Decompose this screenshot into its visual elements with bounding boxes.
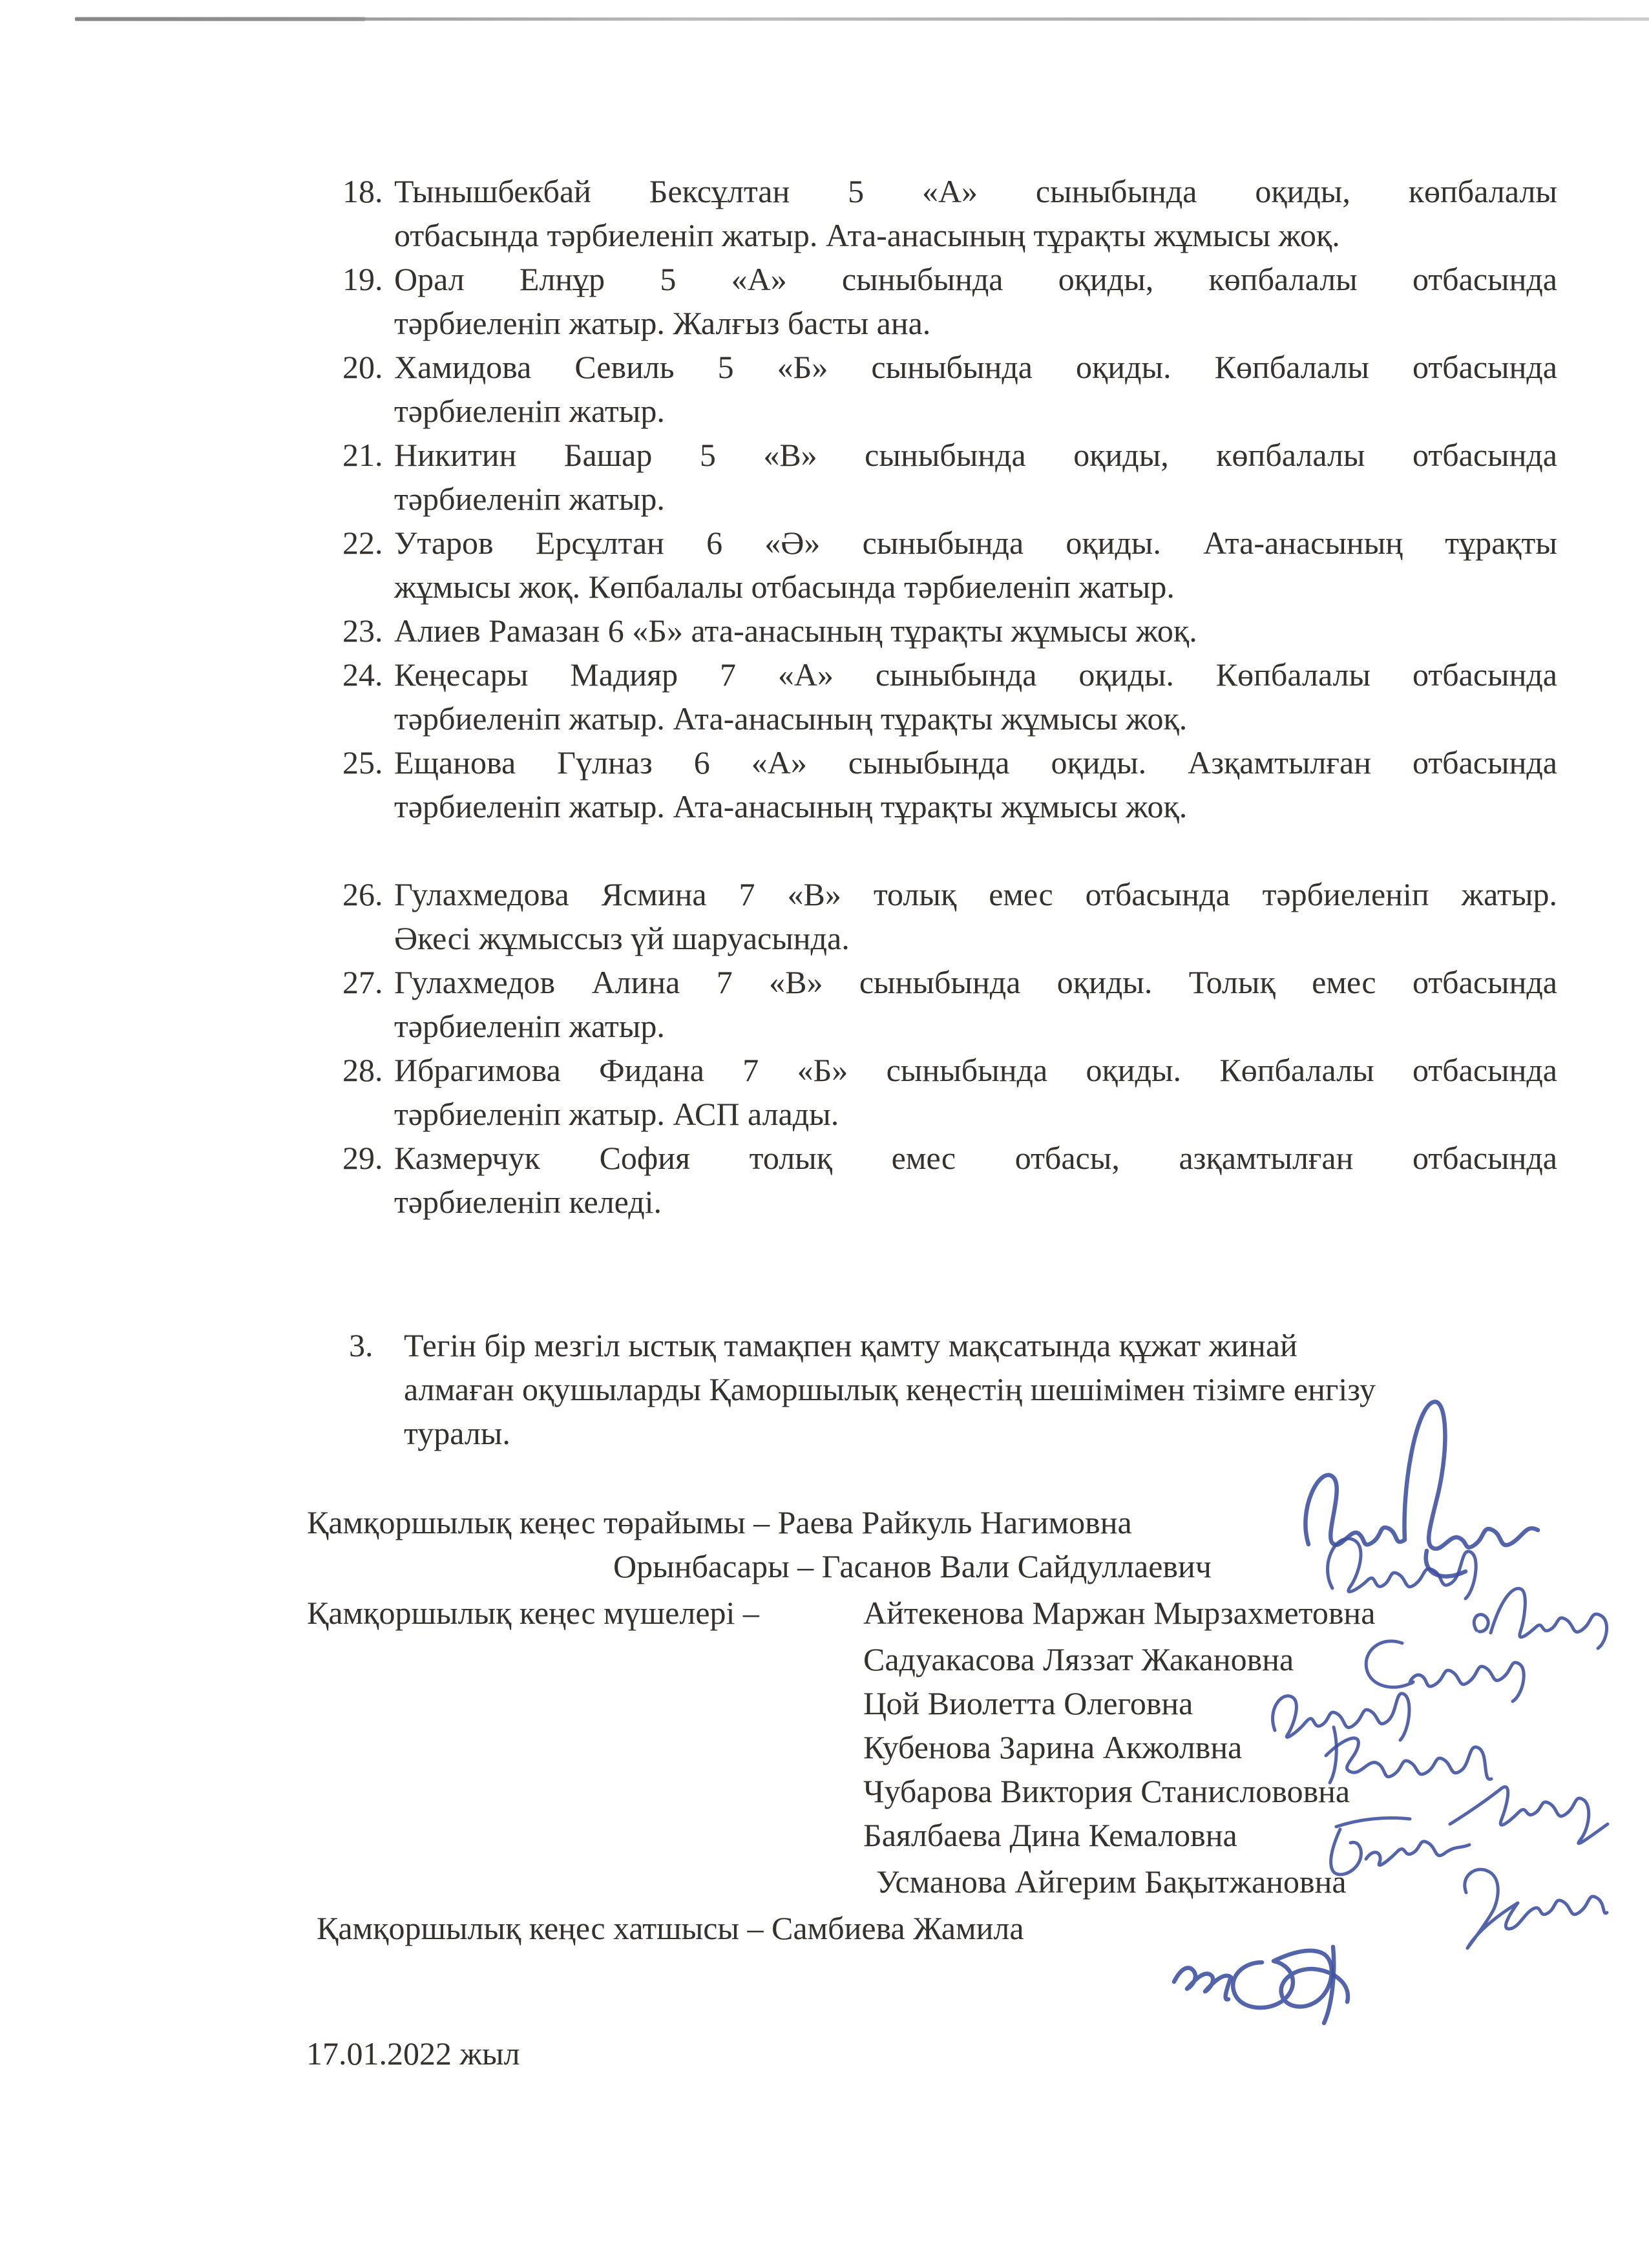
member-name: Баялбаева Дина Кемаловна xyxy=(863,1817,1237,1853)
item-number: 20. xyxy=(342,349,383,385)
item-text-line: Никитин Башар 5 «В» сыныбында оқиды, көпбалалы отбасында xyxy=(394,437,1557,473)
deputy-signature-line: Орынбасары – Гасанов Вали Сайдуллаевич xyxy=(613,1548,1212,1584)
document-date: 17.01.2022 жыл xyxy=(306,2035,520,2072)
list-item-18 xyxy=(342,169,1557,257)
member-name: Айтекенова Маржан Мырзахметовна xyxy=(863,1595,1376,1631)
item-text-line: тәрбиеленіп жатыр. xyxy=(394,481,665,517)
item-number: 23. xyxy=(342,613,383,649)
list-item-26 xyxy=(342,872,1557,960)
member-name: Кубенова Зарина Акжолвна xyxy=(863,1729,1243,1765)
list-item-24 xyxy=(342,653,1557,740)
item-text-line: тәрбиеленіп жатыр. xyxy=(394,1008,665,1044)
member-name: Цой Виолетта Олеговна xyxy=(863,1685,1193,1721)
item-number: 28. xyxy=(342,1052,383,1088)
list-item-27 xyxy=(342,960,1557,1048)
list-item-28 xyxy=(342,1048,1557,1136)
item-text-line: Хамидова Севиль 5 «Б» сыныбында оқиды. Көпбалалы отбасында xyxy=(394,349,1557,385)
list-item-20 xyxy=(342,345,1557,433)
student-list xyxy=(342,169,1557,1224)
signature-gasanov-ink xyxy=(1312,1525,1486,1602)
item-text-line: Әкесі жұмыссыз үй шаруасында. xyxy=(394,920,850,956)
item-text-line: Гулахмедов Алина 7 «В» сыныбында оқиды. Толық емес отбасында xyxy=(394,964,1557,1000)
item-text-line: Ещанова Гүлназ 6 «А» сыныбында оқиды. Азқамтылған отбасында xyxy=(394,744,1557,781)
item-text-line: тәрбиеленіп жатыр. Ата-анасының тұрақты жұмысы жоқ. xyxy=(394,700,1188,737)
resolution-line: туралы. xyxy=(404,1415,510,1451)
item-text-line: тәрбиеленіп жатыр. Ата-анасының тұрақты жұмысы жоқ. xyxy=(394,788,1188,824)
item-number: 26. xyxy=(342,876,383,912)
members-signature-line xyxy=(307,1593,1376,1632)
item-text-line: жұмысы жоқ. Көпбалалы отбасында тәрбиеленіп жатыр. xyxy=(394,569,1175,605)
item-text-line: тәрбиеленіп жатыр. АСП алады. xyxy=(394,1096,839,1132)
item-text-line: Казмерчук София толық емес отбасы, азқамтылған отбасында xyxy=(394,1140,1557,1176)
item-text-line: тәрбиеленіп келеді. xyxy=(394,1184,662,1220)
member-name: Чубарова Виктория Станислововна xyxy=(863,1773,1350,1809)
list-item-23 xyxy=(342,609,1557,653)
item-text-line: Гулахмедова Ясмина 7 «В» толық емес отбасында тәрбиеленіп жатыр. xyxy=(394,876,1557,912)
signature-sambieva-ink xyxy=(1160,1909,1386,2026)
item-number: 24. xyxy=(342,656,383,693)
signature-usmanova-ink xyxy=(1438,1851,1609,1955)
item-number: 29. xyxy=(342,1140,383,1176)
blank-line xyxy=(342,828,1557,872)
item-text-line: тәрбиеленіп жатыр. xyxy=(394,393,665,429)
item-text-line: Кеңесары Мадияр 7 «А» сыныбында оқиды. Көпбалалы отбасында xyxy=(394,656,1557,693)
item-text-line: Утаров Ерсұлтан 6 «Ә» сыныбында оқиды. Ата-анасының тұрақты xyxy=(394,525,1557,561)
item-text-line: Орал Елнұр 5 «А» сыныбында оқиды, көпбалалы отбасында xyxy=(394,261,1557,297)
item-number: 19. xyxy=(342,261,383,297)
item-number: 18. xyxy=(342,173,383,209)
member-name: Усманова Айгерим Бақытжановна xyxy=(876,1864,1347,1900)
item-text-line: Ибрагимова Фидана 7 «Б» сыныбында оқиды. Көпбалалы отбасында xyxy=(394,1052,1557,1088)
list-item-19 xyxy=(342,257,1557,345)
resolution-line: алмаған оқушыларды Қаморшылық кеңестің шешімімен тізімге енгізу xyxy=(404,1371,1376,1407)
item-number: 27. xyxy=(342,964,383,1000)
secretary-signature-line: Қамқоршылық кеңес хатшысы – Самбиева Жамила xyxy=(317,1910,1024,1946)
item-number: 21. xyxy=(342,437,383,473)
list-item-29 xyxy=(342,1136,1557,1224)
scan-artifact-line-dark xyxy=(75,17,366,21)
item-text-line: Алиев Рамазан 6 «Б» ата-анасының тұрақты жұмысы жоқ. xyxy=(394,613,1197,649)
list-item-21 xyxy=(342,433,1557,521)
item-text-line: Тынышбекбай Бексұлтан 5 «А» сыныбында оқиды, көпбалалы xyxy=(394,173,1557,209)
chair-signature-line: Қамқоршылық кеңес төрайымы – Раева Райкуль Нагимовна xyxy=(307,1504,1132,1540)
item-number: 22. xyxy=(342,525,383,561)
member-name: Садуакасова Ляззат Жакановна xyxy=(863,1641,1294,1677)
list-item-22 xyxy=(342,521,1557,609)
resolution-line: Тегін бір мезгіл ыстық тамақпен қамту мақсатында құжат жинай xyxy=(404,1327,1297,1363)
list-item-25 xyxy=(342,740,1557,828)
item-text-line: отбасында тәрбиеленіп жатыр. Ата-анасының тұрақты жұмысы жоқ. xyxy=(394,217,1340,253)
item-number: 25. xyxy=(342,744,383,781)
item-text-line: тәрбиеленіп жатыр. Жалғыз басты ана. xyxy=(394,305,931,341)
item-number: 3. xyxy=(349,1327,373,1363)
members-label: Қамқоршылық кеңес мүшелері – xyxy=(307,1595,759,1631)
